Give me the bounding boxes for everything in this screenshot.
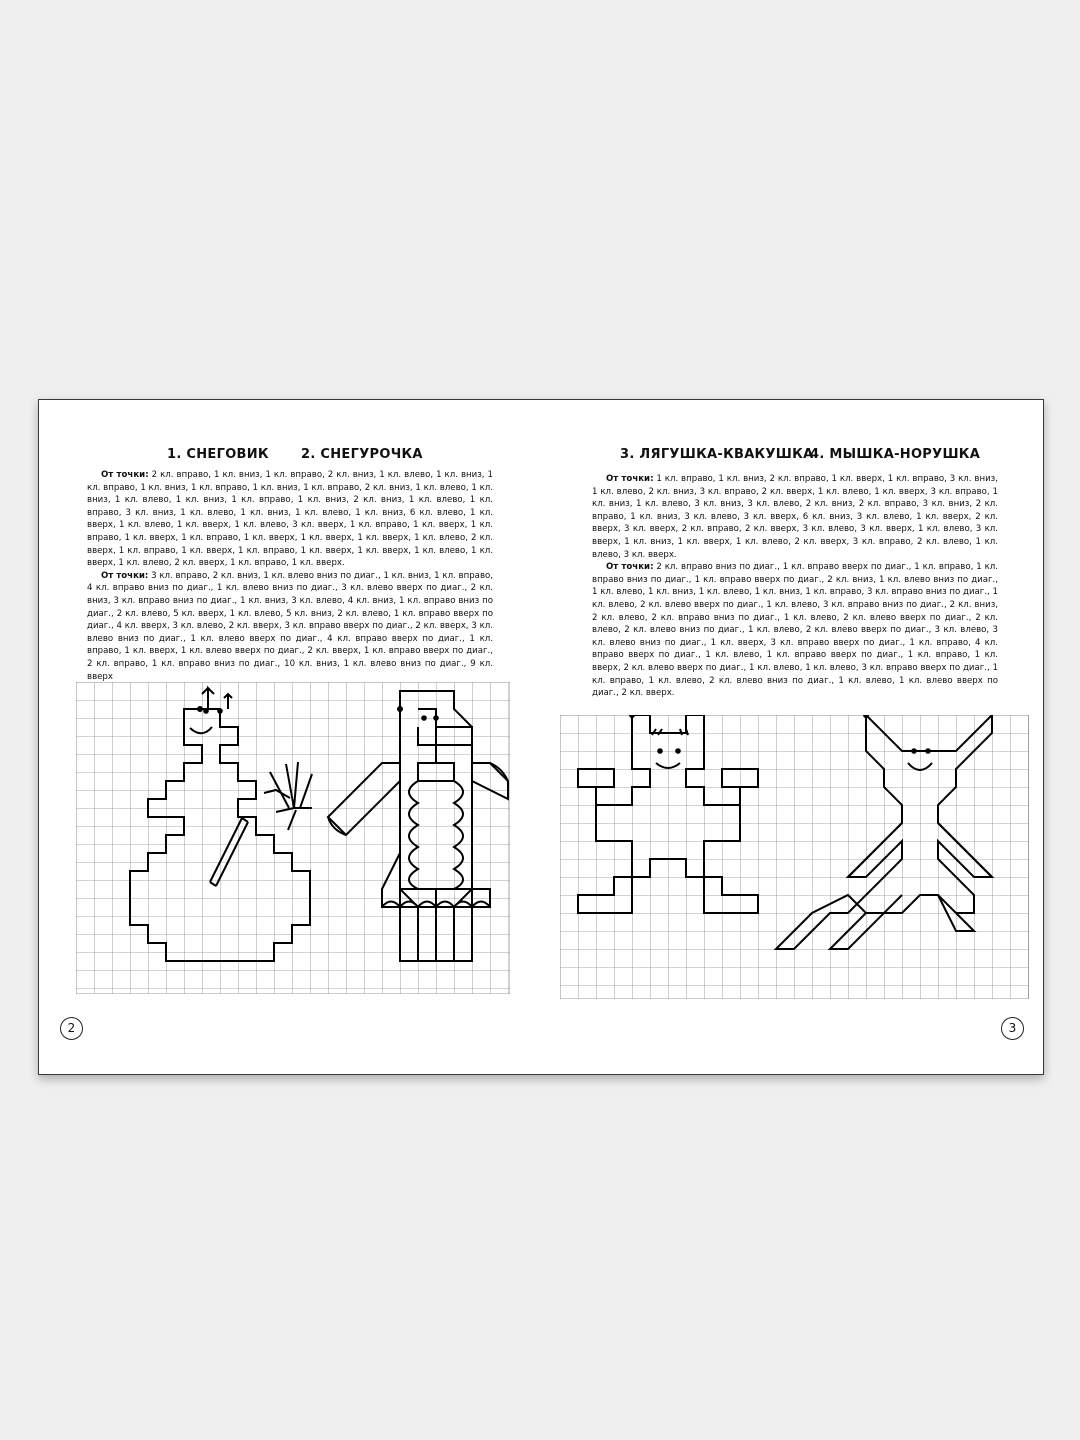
title-frog: 3. ЛЯГУШКА-КВАКУШКА	[620, 447, 814, 462]
title-snow-maiden: 2. СНЕГУРОЧКА	[301, 447, 423, 462]
instruction-paragraph-1	[87, 469, 493, 570]
snow-maiden-eye	[433, 715, 439, 721]
instruction-paragraph-1	[592, 473, 998, 561]
snowman-eye	[203, 708, 209, 714]
snow-maiden-eye	[421, 715, 427, 721]
mouse-eye	[911, 748, 917, 754]
right-page	[541, 400, 1043, 1074]
grid-left	[76, 682, 510, 994]
title-mouse: 4. МЫШКА-НОРУШКА	[810, 447, 981, 462]
instruction-text: 1 кл. вправо, 1 кл. вниз, 2 кл. вправо, 1 кл. вверх, 1 кл. вправо, 3 кл. вниз, 1 кл. влево, 2 кл. вниз, 3 кл. вправо, 2 кл. вверх, 1 кл. влево, 1 кл. вверх, 3 кл. вправо, 1 кл. вниз, 1 кл. влево, 3 кл. вниз, 3 кл. влево, 2 кл. вниз, 2 кл. вправо, 3 кл. вниз, 2 кл. вправо, 1 кл. вниз, 3 кл. влево, 3 кл. вверх, 6 кл. вниз, 3 кл. влево, 1 кл. вверх, 2 кл. вверх, 3 кл. вверх, 2 кл. вправо, 2 кл. вверх, 3 кл. влево, 3 кл. вверх, 1 кл. влево, 3 кл. вверх, 1 кл. вниз, 1 кл. вверх, 1 кл. влево, 2 кл. вверх, 3 кл. вправо, 2 кл. влево, 1 кл. влево, 3 кл. вверх.	[592, 474, 998, 560]
instruction-paragraph-2	[87, 570, 493, 683]
instruction-lead: От точки:	[101, 570, 149, 581]
frog-eye	[657, 748, 663, 754]
title-snowman: 1. СНЕГОВИК	[167, 447, 269, 462]
start-dot	[397, 706, 403, 712]
start-dot	[197, 706, 203, 712]
instruction-text: 3 кл. вправо, 2 кл. вниз, 1 кл. влево вниз по диаг., 1 кл. вниз, 1 кл. вправо, 4 кл. вправо вниз по диаг., 1 кл. влево вниз по диаг., 3 кл. влево вверх по диаг., 2 кл. вниз, 3 кл. вправо вниз по диаг., 1 кл. вниз, 3 кл. влево, 4 кл. вниз, 1 кл. вправо вниз по диаг., 2 кл. влево, 5 кл. вверх, 1 кл. влево, 5 кл. вниз, 2 кл. влево, 1 кл. вправо вверх по диаг., 4 кл. вверх, 3 кл. влево, 2 кл. вверх, 3 кл. вправо вверх по диаг., 2 кл. вверх, 3 кл. влево вниз по диаг., 1 кл. влево вверх по диаг., 4 кл. вправо вверх по диаг., 1 кл. вправо, 1 кл. вверх, 1 кл. влево вверх по диаг., 2 кл. вверх, 1 кл. вправо вверх по диаг., 2 кл. вправо, 1 кл. вправо вниз по диаг., 10 кл. вниз, 1 кл. влево вниз по диаг., 9 кл. вверх	[87, 570, 493, 682]
instruction-lead: От точки:	[101, 470, 149, 480]
frog-eye	[675, 748, 681, 754]
page-number: 3	[1001, 1017, 1024, 1040]
book-spread	[38, 399, 1044, 1075]
instruction-lead: От точки:	[606, 562, 654, 573]
left-page	[39, 400, 541, 1074]
instructions-left	[87, 469, 493, 683]
instructions-right	[592, 473, 998, 700]
instruction-paragraph-2	[592, 561, 998, 700]
instruction-text: 2 кл. вправо, 1 кл. вниз, 1 кл. вправо, 2 кл. вниз, 1 кл. влево, 1 кл. вниз, 1 кл. вправо, 1 кл. вниз, 1 кл. вправо, 1 кл. вниз, 1 кл. вправо, 2 кл. вниз, 1 кл. влево, 1 кл. вниз, 1 кл. влево, 1 кл. вниз, 1 кл. вправо, 1 кл. вниз, 2 кл. вниз, 1 кл. влево, 1 кл. вправо, 3 кл. вниз, 1 кл. влево, 1 кл. вниз, 1 кл. влево, 1 кл. вниз, 6 кл. влево, 1 кл. вверх, 1 кл. влево, 1 кл. вверх, 1 кл. влево, 3 кл. вверх, 1 кл. вправо, 1 кл. вверх, 1 кл. вправо, 1 кл. вверх, 1 кл. вправо, 1 кл. вверх, 1 кл. вверх, 1 кл. вверх, 1 кл. влево, 2 кл. вверх, 1 кл. вправо, 1 кл. вверх, 1 кл. вправо, 1 кл. вверх, 1 кл. вверх, 1 кл. влево, 1 кл. вверх, 1 кл. влево, 2 кл. вверх, 1 кл. вправо, 1 кл. вверх.	[87, 470, 493, 569]
instruction-lead: От точки:	[606, 474, 654, 484]
grid-right	[560, 715, 1029, 999]
mouse-eye	[925, 748, 931, 754]
instruction-text: 2 кл. вправо вниз по диаг., 1 кл. вправо вверх по диаг., 1 кл. вправо, 1 кл. вправо вниз по диаг., 1 кл. вправо вверх по диаг., 2 кл. вниз, 1 кл. влево вниз по диаг., 1 кл. влево, 1 кл. вниз, 1 кл. влево, 1 кл. вниз, 1 кл. вправо, 3 кл. вправо вниз по диаг., 1 кл. влево, 2 кл. влево вверх по диаг., 1 кл. влево, 3 кл. вправо вниз по диаг., 2 кл. вниз, 2 кл. влево, 2 кл. вправо вниз по диаг., 1 кл. влево, 2 кл. влево вверх по диаг., 2 кл. влево, 2 кл. влево вниз по диаг., 1 кл. влево, 2 кл. влево вверх по диаг., 3 кл. влево, 3 кл. влево вниз по диаг., 1 кл. вверх, 3 кл. вправо вверх по диаг., 1 кл. вправо, 4 кл. вправо вверх по диаг., 1 кл. влево, 1 кл. вправо вверх по диаг., 1 кл. вправо, 1 кл. вверх, 2 кл. влево вверх по диаг., 1 кл. влево, 1 кл. влево, 3 кл. вправо вверх по диаг., 1 кл. вправо, 1 кл. влево, 2 кл. влево вниз по диаг., 1 кл. влево, 1 кл. влево вверх по диаг., 2 кл. вверх.	[592, 562, 998, 699]
snowman-eye	[217, 708, 223, 714]
page-number: 2	[60, 1017, 83, 1040]
